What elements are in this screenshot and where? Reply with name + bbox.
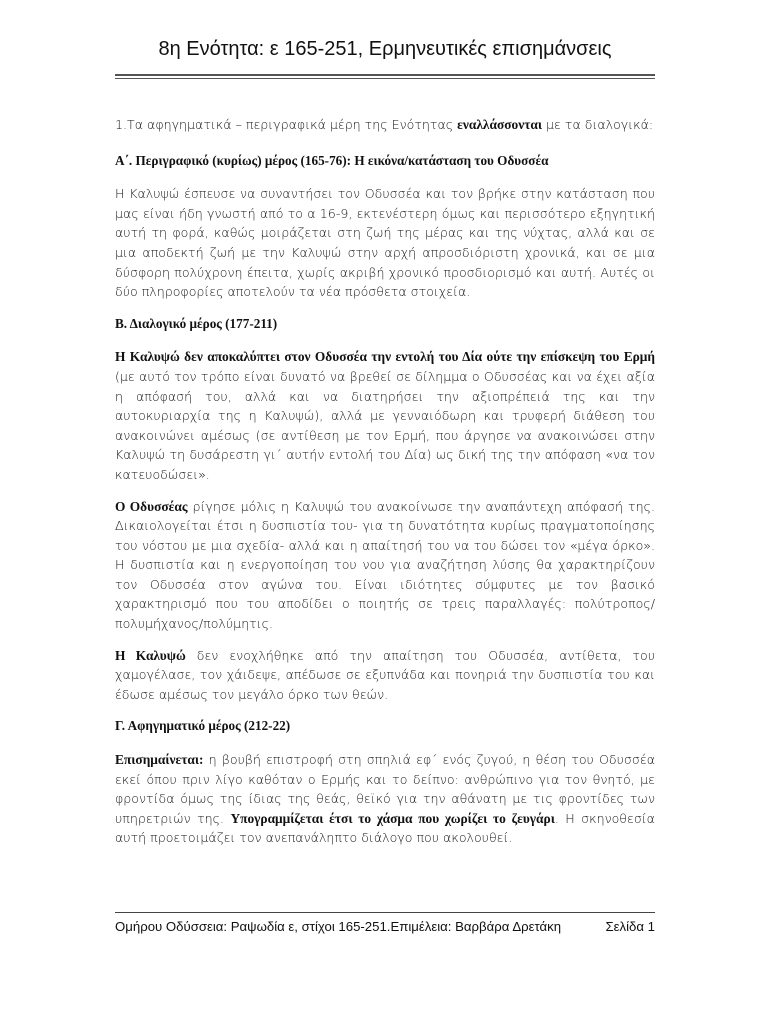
intro-text-b: με τα διαλογικά: <box>542 117 654 132</box>
page-header-title: 8η Ενότητα: ε 165-251, Ερμηνευτικές επισημάνσεις <box>158 38 612 60</box>
section-a-heading: Α΄. Περιγραφικό (κυρίως) μέρος (165-76): Η εικόνα/κατάσταση του Οδυσσέα <box>115 152 549 168</box>
section-b-p2-text: ρίγησε μόλις η Καλυψώ του ανακοίνωσε την αναπάντεχη απόφασή της. Δικαιολογείται έτσι η δυσπιστία του- για τη δυνατότητα κυρίως πραγματοποίησης του νόστου με μια σχεδία- αλλά και η απαίτησή του να του δώσει τον «μέγα όρκο». Η δυσπιστία και η ενεργοποίηση του νου για αναζήτηση λύσης θα χαρακτηρίζουν τον Οδυσσέα στον αγώνα του. Είναι ιδιότητες σύμφυτες με τον βασικό χαρακτηρισμό που του αποδίδει ο ποιητής σε τρεις παραλλαγές: πολύτροπος/πολυμήχανος/πολύμητις. <box>115 498 655 632</box>
intro-paragraph <box>115 115 655 135</box>
document-body <box>115 115 655 860</box>
section-c-heading: Γ. Αφηγηματικό μέρος (212-22) <box>115 718 291 734</box>
section-b-p3-bold: Η Καλυψώ <box>115 647 186 663</box>
section-c-text-1: η βουβή επιστροφή στη σπηλιά εφ΄ ενός ζυγού, η θέση του Οδυσσέα εκεί όπου πριν λίγο καθόταν ο Ερμής και το δείπνο: ανθρώπινο για τον θνητό, με φροντίδα όμως της ίδιας της θεάς, θεϊκό για την αθάνατη με τις φροντίδες των υπηρετριών της. <box>115 752 655 826</box>
section-b-paragraph-3 <box>115 646 655 705</box>
intro-bold: εναλλάσσονται <box>457 117 543 132</box>
intro-text-a: 1.Τα αφηγηματικά – περιγραφικά μέρη της Ενότητας <box>115 117 458 132</box>
section-c-text-2: . Η σκηνοθεσία αυτή προετοιμάζει τον ανεπανάληπτο διάλογο που ακολουθεί. <box>115 810 655 846</box>
section-b-p1-text: (με αυτό τον τρόπο είναι δυνατό να βρεθεί σε δίλημμα ο Οδυσσέας και να έχει αξία η απόφασή του, αλλά και να διατηρήσει την αξιοπρέπειά της και την αυτοκυριαρχία της η Καλυψώ), αλλά με γενναιόδωρη και τρυφερή διάθεση του ανακοινώνει αμέσως (σε αντίθεση με τον Ερμή, που άργησε να ανακοινώσει στην Καλυψώ τη δυσάρεστη γι΄ αυτήν εντολή του Δία) ως δική της την απόφαση «να τον κατευοδώσει». <box>115 368 655 482</box>
section-b-p3-text: δεν ενοχλήθηκε από την απαίτηση του Οδυσσέα, αντίθετα, του χαμογέλασε, τον χάιδεψε, απέδωσε σε εξυπνάδα και πονηριά την δυσπιστία του και έδωσε αμέσως τον μεγάλο όρκο των θεών. <box>115 647 655 702</box>
section-b-p1-bold: Η Καλυψώ δεν αποκαλύπτει στον Οδυσσέα την εντολή του Δία ούτε την επίσκεψη του Ερμή <box>115 349 655 365</box>
section-c-bold-2: Υπογραμμίζεται έτσι το χάσμα που χωρίζει το ζευγάρι <box>230 810 555 826</box>
section-c-bold-1: Επισημαίνεται: <box>115 752 204 768</box>
section-b-paragraph-2 <box>115 497 655 634</box>
section-a-body: Η Καλυψώ έσπευσε να συναντήσει τον Οδυσσέα και τον βρήκε στην κατάσταση που μας είναι ήδη γνωστή από το α 16-9, εκτενέστερη όμως και περισσότερο εξηγητική αυτή τη φορά, καθώς μοιράζεται στη ζωή της μέρας και της νύχτας, αλλά και σε μια αποδεκτή ζωή με την Καλυψώ στην αρχή απροσδιόριστη χρονικά, και σε μια δύσφορη πολύχρονη έπειτα, χωρίς ακριβή χρονικό προσδιορισμό και αυτή. Αυτές οι δύο πληροφορίες αποτελούν τα νέα πρόσθετα στοιχεία. <box>115 186 655 300</box>
page-footer <box>115 919 655 934</box>
section-b-heading: Β. Διαλογικό μέρος (177-211) <box>115 315 278 331</box>
footer-citation: Ομήρου Οδύσσεια: Ραψωδία ε, στίχοι 165-251.Επιμέλεια: Βαρβάρα Δρετάκη <box>115 919 562 934</box>
header-divider <box>115 74 655 79</box>
page-number: Σελίδα 1 <box>605 919 655 934</box>
section-b-paragraph-1 <box>115 347 655 484</box>
section-c-paragraph <box>115 750 655 848</box>
section-b-p2-bold: Ο Οδυσσέας <box>115 498 188 514</box>
footer-divider <box>115 912 655 913</box>
